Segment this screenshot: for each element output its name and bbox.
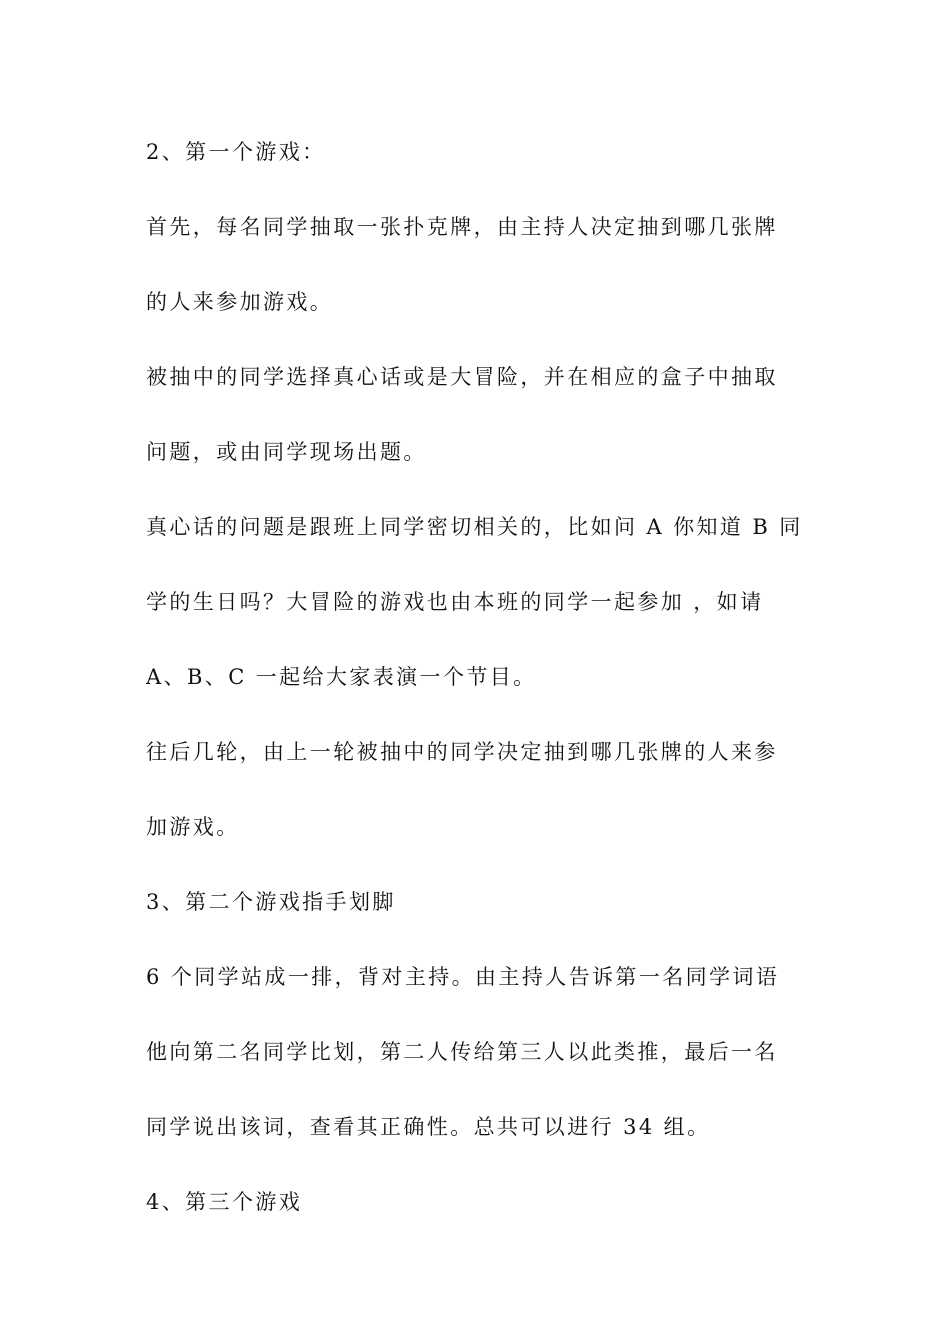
heading-game-1: 2、第一个游戏：: [146, 140, 326, 164]
paragraph-line: 的人来参加游戏。: [146, 290, 334, 314]
heading-game-3: 4、第三个游戏: [146, 1190, 303, 1214]
document-body: [146, 132, 816, 1257]
paragraph-line: 他向第二名同学比划，第二人传给第三人以此类推，最后一名: [146, 1040, 778, 1064]
paragraph-line: 往后几轮，由上一轮被抽中的同学决定抽到哪几张牌的人来参: [146, 740, 778, 764]
paragraph-line: 真心话的问题是跟班上同学密切相关的，比如问 A 你知道 B 同: [146, 515, 803, 539]
paragraph-line: 6 个同学站成一排，背对主持。由主持人告诉第一名同学词语: [146, 965, 780, 989]
paragraph-line: 首先，每名同学抽取一张扑克牌，由主持人决定抽到哪几张牌: [146, 215, 778, 239]
paragraph-line: 问题，或由同学现场出题。: [146, 440, 427, 464]
paragraph-line: A、B、C 一起给大家表演一个节目。: [146, 665, 537, 689]
paragraph-line: 同学说出该词，查看其正确性。总共可以进行 34 组。: [146, 1115, 711, 1139]
paragraph-line: 被抽中的同学选择真心话或是大冒险，并在相应的盒子中抽取: [146, 365, 778, 389]
paragraph-line: 学的生日吗？大冒险的游戏也由本班的同学一起参加 ，如请: [146, 590, 764, 614]
paragraph-line: 加游戏。: [146, 815, 240, 839]
heading-game-2: 3、第二个游戏指手划脚: [146, 890, 396, 914]
